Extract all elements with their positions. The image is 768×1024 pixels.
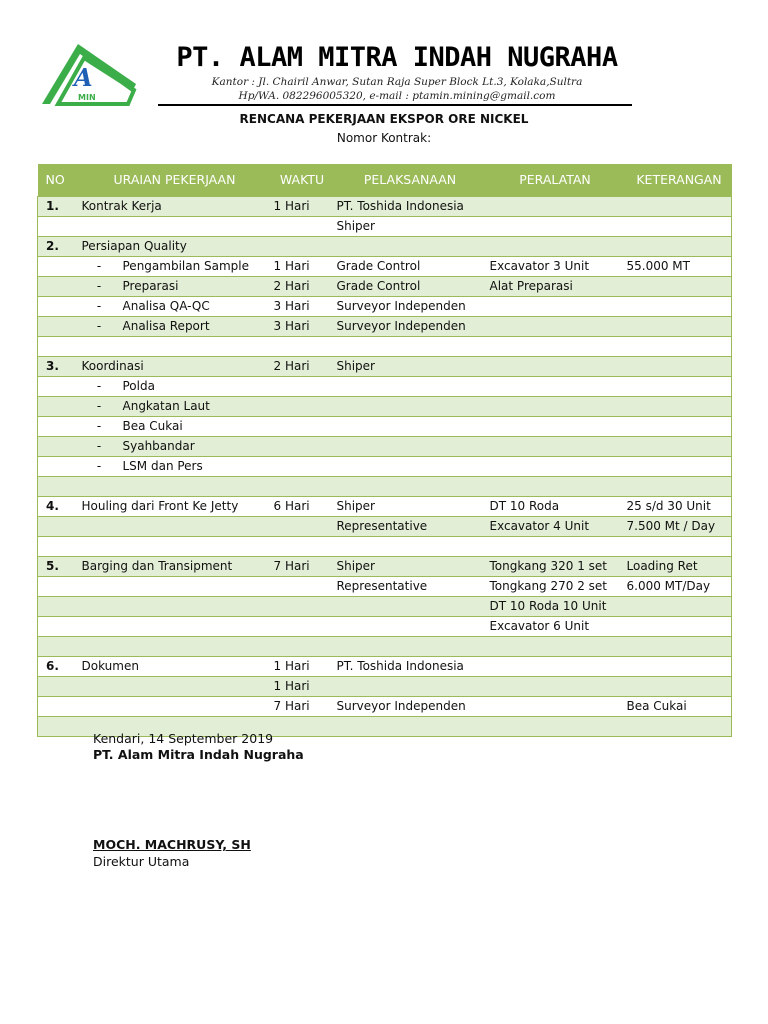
cell-keterangan xyxy=(621,437,732,457)
sub-item-label: Preparasi xyxy=(122,279,179,293)
cell-pelaksanaan xyxy=(331,677,484,697)
cell-waktu: 2 Hari xyxy=(268,277,331,297)
table-row xyxy=(38,237,732,257)
logo-letter: A xyxy=(74,63,93,92)
cell-peralatan xyxy=(484,377,621,397)
cell-pelaksanaan xyxy=(331,417,484,437)
cell-pelaksanaan: Shiper xyxy=(331,357,484,377)
cell-keterangan xyxy=(621,677,732,697)
cell-waktu: 1 Hari xyxy=(268,677,331,697)
table-row xyxy=(38,397,732,417)
cell-pelaksanaan xyxy=(331,477,484,497)
cell-keterangan: 25 s/d 30 Unit xyxy=(621,497,732,517)
cell-waktu xyxy=(268,637,331,657)
cell-pelaksanaan xyxy=(331,337,484,357)
cell-keterangan: 55.000 MT xyxy=(621,257,732,277)
cell-no xyxy=(38,437,76,457)
table-row xyxy=(38,477,732,497)
cell-pelaksanaan xyxy=(331,397,484,417)
logo-text: MIN xyxy=(78,93,96,102)
cell-pelaksanaan xyxy=(331,377,484,397)
cell-pelaksanaan: Grade Control xyxy=(331,257,484,277)
cell-no: 3. xyxy=(38,357,76,377)
cell-peralatan xyxy=(484,237,621,257)
cell-peralatan xyxy=(484,317,621,337)
signoff-company: PT. Alam Mitra Indah Nugraha xyxy=(93,747,304,762)
cell-keterangan xyxy=(621,397,732,417)
cell-peralatan xyxy=(484,477,621,497)
cell-no xyxy=(38,577,76,597)
cell-pelaksanaan: Shiper xyxy=(331,217,484,237)
cell-no xyxy=(38,697,76,717)
cell-uraian xyxy=(76,337,268,357)
cell-waktu: 1 Hari xyxy=(268,197,331,217)
bullet-dash: - xyxy=(96,439,102,453)
cell-no: 6. xyxy=(38,657,76,677)
cell-peralatan xyxy=(484,717,621,737)
bullet-dash: - xyxy=(96,399,102,413)
cell-pelaksanaan xyxy=(331,237,484,257)
cell-no xyxy=(38,377,76,397)
table-row xyxy=(38,377,732,397)
cell-peralatan xyxy=(484,697,621,717)
cell-uraian xyxy=(76,377,268,397)
cell-uraian xyxy=(76,417,268,437)
cell-uraian xyxy=(76,597,268,617)
cell-pelaksanaan: Representative xyxy=(331,577,484,597)
cell-uraian: Koordinasi xyxy=(76,357,268,377)
cell-waktu xyxy=(268,337,331,357)
cell-pelaksanaan: Surveyor Independen xyxy=(331,317,484,337)
cell-no xyxy=(38,277,76,297)
cell-peralatan: Tongkang 270 2 set xyxy=(484,577,621,597)
bullet-dash: - xyxy=(96,279,102,293)
cell-waktu: 1 Hari xyxy=(268,257,331,277)
table-row xyxy=(38,457,732,477)
cell-uraian xyxy=(76,517,268,537)
cell-pelaksanaan xyxy=(331,637,484,657)
cell-waktu xyxy=(268,477,331,497)
cell-pelaksanaan: PT. Toshida Indonesia xyxy=(331,657,484,677)
table-row xyxy=(38,537,732,557)
cell-waktu: 2 Hari xyxy=(268,357,331,377)
cell-keterangan xyxy=(621,197,732,217)
cell-uraian xyxy=(76,397,268,417)
cell-waktu xyxy=(268,217,331,237)
document-title: RENCANA PEKERJAAN EKSPOR ORE NICKEL xyxy=(239,112,529,126)
cell-no xyxy=(38,717,76,737)
cell-peralatan xyxy=(484,537,621,557)
cell-keterangan xyxy=(621,377,732,397)
cell-no xyxy=(38,257,76,277)
cell-uraian xyxy=(76,257,268,277)
signer-name: MOCH. MACHRUSY, SH xyxy=(93,837,251,852)
cell-pelaksanaan xyxy=(331,457,484,477)
cell-waktu: 3 Hari xyxy=(268,317,331,337)
cell-pelaksanaan xyxy=(331,597,484,617)
cell-no: 5. xyxy=(38,557,76,577)
cell-peralatan xyxy=(484,637,621,657)
cell-no xyxy=(38,517,76,537)
cell-uraian xyxy=(76,457,268,477)
cell-uraian xyxy=(76,637,268,657)
cell-waktu xyxy=(268,457,331,477)
bullet-dash: - xyxy=(96,459,102,473)
table-row xyxy=(38,657,732,677)
sub-item-label: Syahbandar xyxy=(122,439,195,453)
cell-pelaksanaan: Surveyor Independen xyxy=(331,297,484,317)
cell-waktu xyxy=(268,577,331,597)
cell-peralatan: Alat Preparasi xyxy=(484,277,621,297)
cell-uraian xyxy=(76,437,268,457)
cell-pelaksanaan: Grade Control xyxy=(331,277,484,297)
table-row xyxy=(38,517,732,537)
table-row xyxy=(38,297,732,317)
cell-uraian: Houling dari Front Ke Jetty xyxy=(76,497,268,517)
cell-peralatan xyxy=(484,657,621,677)
cell-no xyxy=(38,677,76,697)
cell-keterangan xyxy=(621,537,732,557)
cell-waktu xyxy=(268,437,331,457)
signoff-city-date: Kendari, 14 September 2019 xyxy=(93,731,274,746)
table-header-row xyxy=(38,164,732,197)
cell-no: 4. xyxy=(38,497,76,517)
sub-item-label: Polda xyxy=(122,379,155,393)
table-row xyxy=(38,577,732,597)
cell-waktu xyxy=(268,377,331,397)
cell-no xyxy=(38,217,76,237)
address-line-2: Hp/WA. 082296005320, e-mail : ptamin.mining@gmail.com xyxy=(238,90,556,102)
work-plan-table xyxy=(37,164,732,737)
cell-keterangan xyxy=(621,417,732,437)
cell-no xyxy=(38,397,76,417)
cell-no xyxy=(38,477,76,497)
cell-no xyxy=(38,417,76,437)
cell-peralatan xyxy=(484,677,621,697)
cell-no xyxy=(38,537,76,557)
cell-peralatan xyxy=(484,197,621,217)
cell-peralatan: DT 10 Roda xyxy=(484,497,621,517)
cell-keterangan xyxy=(621,597,732,617)
letterhead-divider xyxy=(158,104,632,106)
bullet-dash: - xyxy=(96,379,102,393)
cell-keterangan xyxy=(621,337,732,357)
cell-waktu: 6 Hari xyxy=(268,497,331,517)
cell-no xyxy=(38,617,76,637)
cell-waktu xyxy=(268,237,331,257)
cell-uraian xyxy=(76,697,268,717)
table-row xyxy=(38,697,732,717)
cell-no xyxy=(38,297,76,317)
cell-keterangan xyxy=(621,477,732,497)
cell-keterangan: 7.500 Mt / Day xyxy=(621,517,732,537)
cell-keterangan xyxy=(621,237,732,257)
cell-peralatan xyxy=(484,437,621,457)
cell-waktu xyxy=(268,617,331,637)
cell-peralatan xyxy=(484,397,621,417)
sub-item-label: Pengambilan Sample xyxy=(122,259,250,273)
cell-uraian: Dokumen xyxy=(76,657,268,677)
cell-uraian xyxy=(76,477,268,497)
address-line-1: Kantor : Jl. Chairil Anwar, Sutan Raja Super Block Lt.3, Kolaka,Sultra xyxy=(211,76,583,88)
cell-waktu xyxy=(268,397,331,417)
cell-waktu: 1 Hari xyxy=(268,657,331,677)
cell-pelaksanaan xyxy=(331,617,484,637)
cell-keterangan xyxy=(621,277,732,297)
cell-uraian xyxy=(76,577,268,597)
cell-pelaksanaan xyxy=(331,717,484,737)
cell-pelaksanaan xyxy=(331,437,484,457)
cell-peralatan xyxy=(484,417,621,437)
bullet-dash: - xyxy=(96,299,102,313)
cell-peralatan: Excavator 4 Unit xyxy=(484,517,621,537)
cell-keterangan xyxy=(621,357,732,377)
table-row xyxy=(38,677,732,697)
header-no: NO xyxy=(38,164,76,197)
cell-keterangan xyxy=(621,657,732,677)
cell-peralatan: DT 10 Roda 10 Unit xyxy=(484,597,621,617)
cell-pelaksanaan: Surveyor Independen xyxy=(331,697,484,717)
table-row xyxy=(38,317,732,337)
table-row xyxy=(38,417,732,437)
table-row xyxy=(38,497,732,517)
contract-number-label: Nomor Kontrak: xyxy=(336,131,432,145)
header-uraian: URAIAN PEKERJAAN xyxy=(76,164,268,197)
cell-peralatan xyxy=(484,457,621,477)
cell-waktu: 3 Hari xyxy=(268,297,331,317)
bullet-dash: - xyxy=(96,419,102,433)
cell-uraian xyxy=(76,277,268,297)
cell-uraian xyxy=(76,677,268,697)
cell-no xyxy=(38,597,76,617)
bullet-dash: - xyxy=(96,319,102,333)
table-row xyxy=(38,597,732,617)
cell-keterangan xyxy=(621,457,732,477)
table-row xyxy=(38,277,732,297)
table-row xyxy=(38,357,732,377)
cell-keterangan xyxy=(621,317,732,337)
cell-peralatan xyxy=(484,297,621,317)
cell-pelaksanaan xyxy=(331,537,484,557)
cell-keterangan xyxy=(621,637,732,657)
cell-keterangan xyxy=(621,717,732,737)
cell-waktu: 7 Hari xyxy=(268,697,331,717)
cell-peralatan xyxy=(484,217,621,237)
cell-keterangan: 6.000 MT/Day xyxy=(621,577,732,597)
table-row xyxy=(38,637,732,657)
bullet-dash: - xyxy=(96,259,102,273)
cell-waktu xyxy=(268,597,331,617)
cell-no xyxy=(38,637,76,657)
cell-waktu xyxy=(268,537,331,557)
header-pelaksanaan: PELAKSANAAN xyxy=(331,164,484,197)
table-row xyxy=(38,437,732,457)
cell-uraian xyxy=(76,317,268,337)
sub-item-label: LSM dan Pers xyxy=(122,459,203,473)
cell-waktu xyxy=(268,717,331,737)
table-row xyxy=(38,337,732,357)
company-logo xyxy=(36,40,140,106)
table-row xyxy=(38,557,732,577)
cell-keterangan xyxy=(621,617,732,637)
cell-uraian xyxy=(76,297,268,317)
sub-item-label: Bea Cukai xyxy=(122,419,183,433)
sub-item-label: Analisa QA-QC xyxy=(122,299,210,313)
cell-pelaksanaan: PT. Toshida Indonesia xyxy=(331,197,484,217)
cell-no xyxy=(38,457,76,477)
header-keterangan: KETERANGAN xyxy=(621,164,732,197)
cell-waktu xyxy=(268,417,331,437)
cell-no: 1. xyxy=(38,197,76,217)
cell-uraian: Kontrak Kerja xyxy=(76,197,268,217)
cell-peralatan xyxy=(484,337,621,357)
cell-waktu: 7 Hari xyxy=(268,557,331,577)
header-waktu: WAKTU xyxy=(268,164,331,197)
cell-uraian xyxy=(76,617,268,637)
cell-uraian: Barging dan Transipment xyxy=(76,557,268,577)
cell-uraian xyxy=(76,217,268,237)
table-row xyxy=(38,257,732,277)
cell-no: 2. xyxy=(38,237,76,257)
cell-peralatan xyxy=(484,357,621,377)
cell-pelaksanaan: Representative xyxy=(331,517,484,537)
sub-item-label: Analisa Report xyxy=(122,319,210,333)
cell-uraian: Persiapan Quality xyxy=(76,237,268,257)
cell-pelaksanaan: Shiper xyxy=(331,557,484,577)
cell-keterangan xyxy=(621,297,732,317)
cell-waktu xyxy=(268,517,331,537)
cell-keterangan: Loading Ret xyxy=(621,557,732,577)
cell-uraian xyxy=(76,537,268,557)
cell-keterangan: Bea Cukai xyxy=(621,697,732,717)
letterhead xyxy=(36,38,636,108)
signer-title: Direktur Utama xyxy=(93,854,190,869)
cell-peralatan: Excavator 3 Unit xyxy=(484,257,621,277)
table-row xyxy=(38,217,732,237)
table-row xyxy=(38,617,732,637)
company-name: PT. ALAM MITRA INDAH NUGRAHA xyxy=(176,42,618,73)
cell-no xyxy=(38,337,76,357)
table-row xyxy=(38,197,732,217)
cell-pelaksanaan: Shiper xyxy=(331,497,484,517)
cell-peralatan: Excavator 6 Unit xyxy=(484,617,621,637)
cell-keterangan xyxy=(621,217,732,237)
cell-no xyxy=(38,317,76,337)
cell-peralatan: Tongkang 320 1 set xyxy=(484,557,621,577)
header-peralatan: PERALATAN xyxy=(484,164,621,197)
sub-item-label: Angkatan Laut xyxy=(122,399,210,413)
